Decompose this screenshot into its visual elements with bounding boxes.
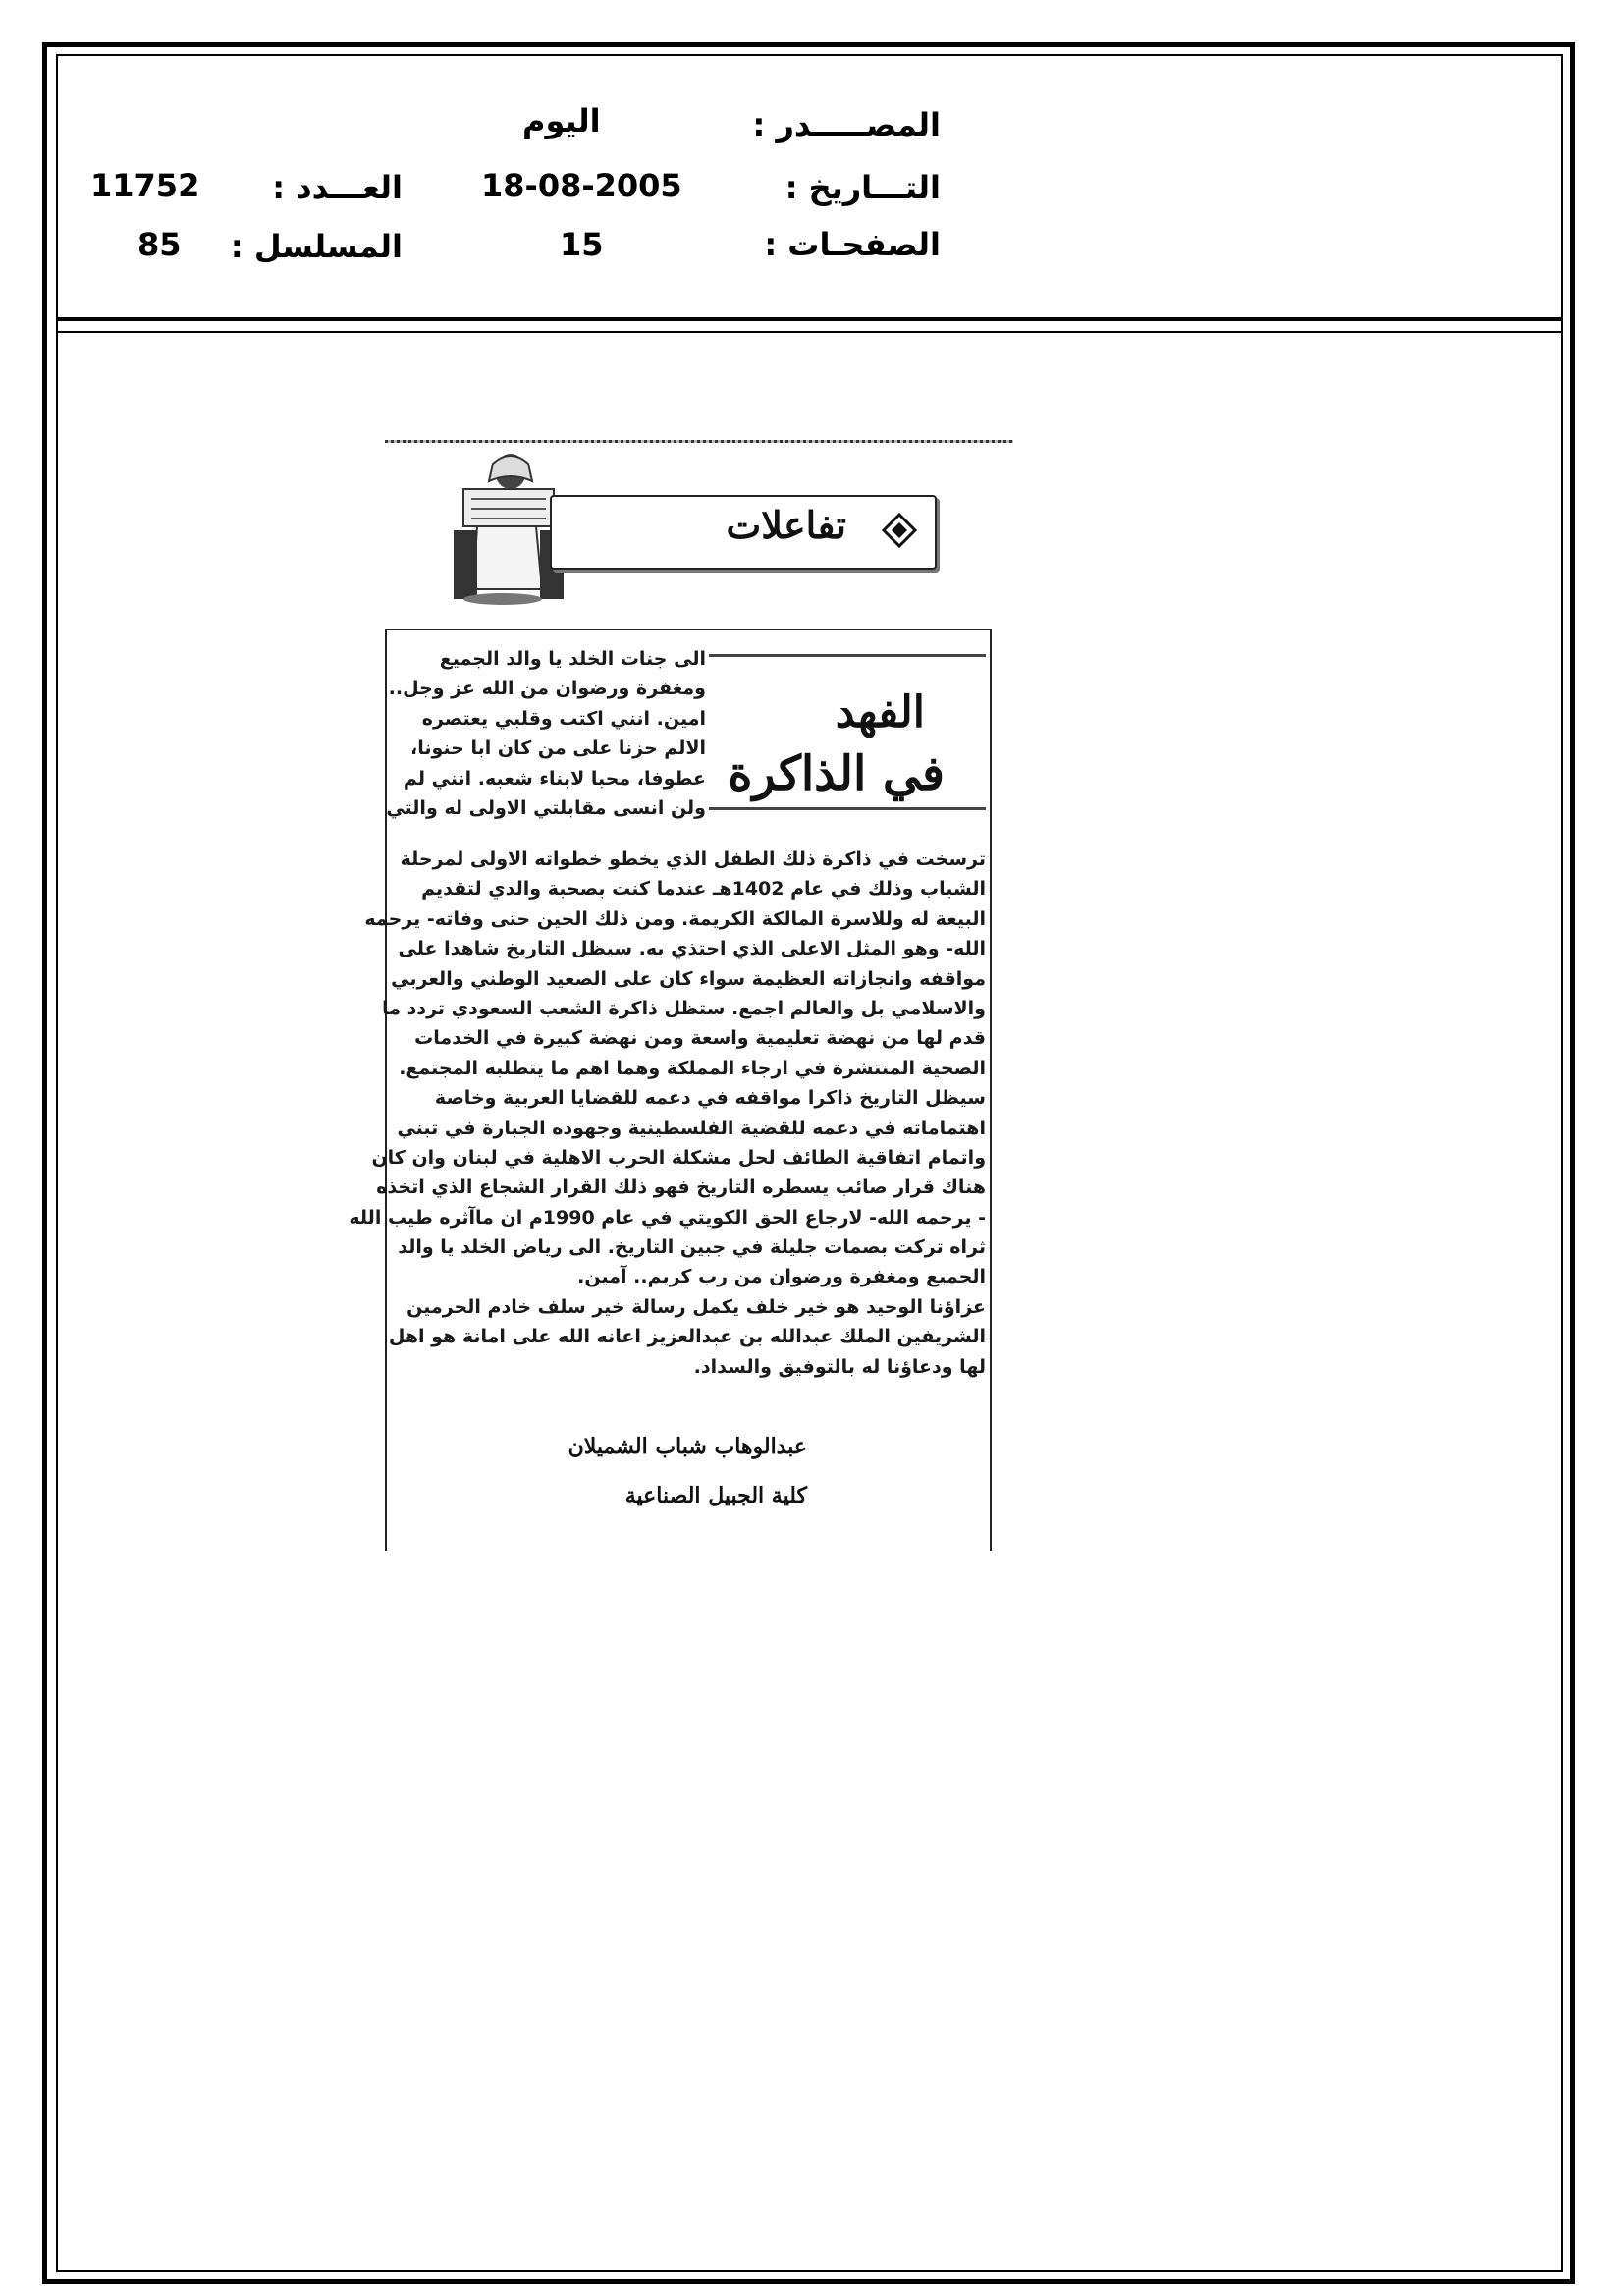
headline-block — [709, 648, 984, 866]
text-line: واتمام اتفاقية الطائف لحل مشكلة الحرب الاهلية في لبنان وان كان — [371, 1146, 986, 1169]
text-line: امين. انني اكتب وقلبي يعتصره — [421, 707, 706, 730]
text-line: سيظل التاريخ ذاكرا مواقفه في دعمه للقضايا العربية وخاصة — [434, 1087, 986, 1110]
text-line: مواقفه وانجازاته العظيمة سواء كان على الصعيد الوطني والعربي — [391, 967, 986, 990]
header-divider — [56, 317, 1563, 321]
issue-value: 11752 — [90, 167, 200, 204]
text-line: قدم لها من نهضة تعليمية واسعة ومن نهضة كبيرة في الخدمات — [414, 1027, 986, 1050]
text-line: اهتماماته في دعمه للقضية الفلسطينية وجهوده الجبارة في تبني — [397, 1117, 986, 1139]
diamond-ornament-icon — [882, 513, 917, 548]
headline-line-1: الفهد — [835, 687, 925, 738]
serial-label: المسلسل : — [230, 228, 403, 265]
text-line: ومغفرة ورضوان من الله عز وجل.. — [388, 678, 706, 700]
text-line: الى جنات الخلد يا والد الجميع — [439, 648, 706, 670]
section-title: تفاعلات — [726, 503, 846, 547]
text-line: لها ودعاؤنا له بالتوفيق والسداد. — [693, 1355, 986, 1378]
source-label: المصـــــدر : — [752, 106, 941, 143]
newspaper-clipping — [349, 434, 1013, 1549]
headline-line-2: في الذاكرة — [728, 746, 945, 801]
text-line: الصحية المنتشرة في ارجاء المملكة وهما اهم ما يتطلبه المجتمع. — [399, 1057, 986, 1079]
issue-label: العـــدد : — [272, 169, 403, 206]
text-line: الله- وهو المثل الاعلى الذي احتذي به. سيظل التاريخ شاهدا على — [398, 938, 986, 960]
text-line: - يرحمه الله- لارجاع الحق الكويتي في عام 1990م ان ماآثره طيب الله — [349, 1206, 986, 1229]
header-divider-thin — [56, 331, 1563, 333]
article-intro-column — [386, 644, 706, 823]
pages-value: 15 — [560, 226, 604, 263]
text-line: هناك قرار صائب يسطره التاريخ فهو ذلك القرار الشجاع الذي اتخذه — [376, 1176, 986, 1199]
article-body — [349, 845, 986, 1382]
text-line: ولن انسى مقابلتي الاولى له والتي — [386, 796, 706, 819]
text-line: عزاؤنا الوحيد هو خير خلف يكمل رسالة خير سلف خادم الحرمين — [406, 1295, 986, 1318]
date-value: 18-08-2005 — [481, 167, 682, 204]
text-line: والاسلامي بل والعالم اجمع. ستظل ذاكرة الشعب السعودي تردد ما — [382, 997, 986, 1019]
section-banner — [550, 495, 937, 570]
text-line: البيعة له وللاسرة المالكة الكريمة. ومن ذلك الحين حتى وفاته- يرحمه — [364, 907, 986, 930]
author-affiliation: كلية الجبيل الصناعية — [624, 1483, 807, 1508]
text-line: ترسخت في ذاكرة ذلك الطفل الذي يخطو خطواته الاولى لمرحلة — [400, 848, 986, 870]
source-value: اليوم — [522, 102, 601, 139]
pages-label: الصفحـات : — [764, 226, 941, 263]
text-line: الجميع ومغفرة ورضوان من رب كريم.. آمين. — [577, 1266, 986, 1288]
text-line: عطوفا، محبا لابناء شعبه. انني لم — [403, 767, 706, 790]
text-line: ثراه تركت بصمات جليلة في جبين التاريخ. الى رياض الخلد يا والد — [398, 1236, 986, 1259]
author-name: عبدالوهاب شباب الشميلان — [568, 1434, 807, 1459]
serial-value: 85 — [137, 226, 182, 263]
headline-rule-bottom — [709, 807, 986, 810]
date-label: التـــاريخ : — [784, 169, 941, 206]
text-line: الشباب وذلك في عام 1402هـ عندما كنت بصحبة والدي لتقديم — [421, 878, 986, 901]
text-line: الشريفين الملك عبدالله بن عبدالعزيز اعانه الله على امانة هو اهل — [388, 1326, 986, 1348]
text-line: الالم حزنا على من كان ابا حنونا، — [409, 738, 706, 760]
